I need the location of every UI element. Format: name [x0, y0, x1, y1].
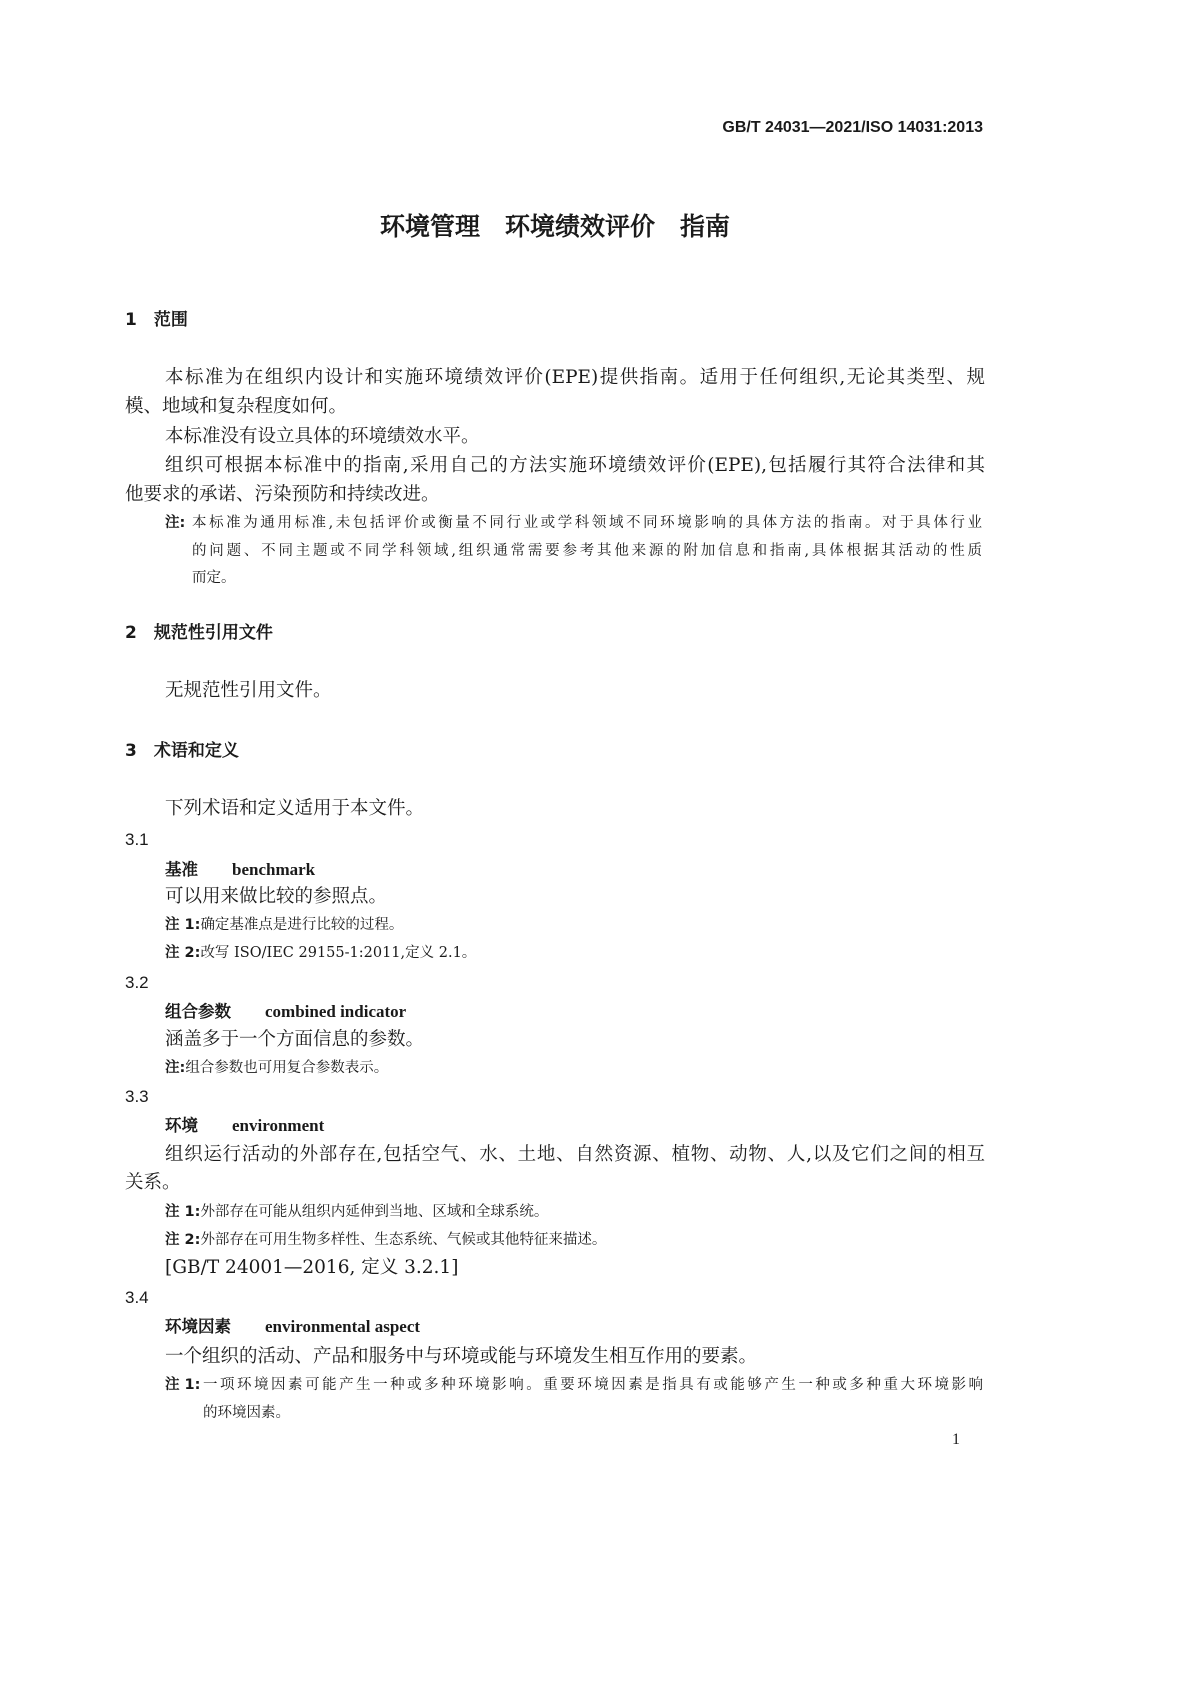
term-zh: 环境	[165, 1116, 198, 1135]
term-zh: 环境因素	[165, 1317, 231, 1336]
section-number: 2	[125, 623, 137, 643]
page-title: 环境管理 环境绩效评价 指南	[379, 212, 730, 241]
paragraph-line: 本标准为在组织内设计和实施环境绩效评价(EPE)提供指南。适用于任何组织,无论其类型、规	[165, 367, 985, 388]
term-heading	[165, 999, 406, 1025]
paragraph: 本标准没有设立具体的环境绩效水平。	[165, 426, 480, 447]
term-definition: 一个组织的活动、产品和服务中与环境或能与环境发生相互作用的要素。	[165, 1346, 758, 1367]
term-note: 注 2:改写 ISO/IEC 29155-1:2011,定义 2.1。	[165, 945, 477, 961]
paragraph-line: 模、地域和复杂程度如何。	[125, 396, 348, 417]
term-number: 3.4	[125, 1288, 149, 1307]
term-number: 3.2	[125, 973, 149, 992]
paragraph-line: 他要求的承诺、污染预防和持续改进。	[125, 484, 440, 505]
term-definition: 涵盖多于一个方面信息的参数。	[165, 1029, 425, 1050]
term-en: environment	[232, 1116, 325, 1135]
term-zh: 基准	[165, 860, 198, 879]
term-definition: 可以用来做比较的参照点。	[165, 886, 388, 907]
note-line: 一项环境因素可能产生一种或多种环境影响。重要环境因素是指具有或能够产生一种或多种重大环境影响	[203, 1377, 983, 1393]
section-title: 规范性引用文件	[153, 623, 273, 643]
note-line: 本标准为通用标准,未包括评价或衡量不同行业或学科领域不同环境影响的具体方法的指南。对于具体行业	[192, 515, 982, 531]
paragraph: 无规范性引用文件。	[165, 680, 332, 701]
term-note: 注 2:外部存在可用生物多样性、生态系统、气候或其他特征来描述。	[165, 1232, 607, 1248]
term-note: 注:组合参数也可用复合参数表示。	[165, 1060, 389, 1076]
section-3-heading	[125, 738, 239, 764]
note-label: 注:	[165, 515, 186, 531]
term-en: benchmark	[232, 860, 316, 879]
term-source: [GB/T 24001—2016, 定义 3.2.1]	[165, 1257, 459, 1278]
term-number: 3.1	[125, 830, 149, 849]
document-code: GB/T 24031—2021/ISO 14031:2013	[722, 119, 983, 136]
term-heading	[165, 1314, 420, 1340]
note-line: 的环境因素。	[203, 1405, 290, 1421]
page-number: 1	[952, 1431, 960, 1448]
section-title: 范围	[153, 310, 188, 330]
term-zh: 组合参数	[165, 1002, 231, 1021]
term-definition-line: 关系。	[125, 1172, 181, 1193]
note-line: 而定。	[192, 570, 236, 586]
paragraph: 下列术语和定义适用于本文件。	[165, 798, 425, 819]
term-heading	[165, 1113, 324, 1139]
note-line: 的问题、不同主题或不同学科领域,组织通常需要参考其他来源的附加信息和指南,具体根据其活动的性质	[192, 543, 982, 559]
term-en: combined indicator	[265, 1002, 407, 1021]
note-label: 注 1:	[165, 1377, 201, 1393]
section-number: 1	[125, 310, 137, 330]
paragraph-line: 组织可根据本标准中的指南,采用自己的方法实施环境绩效评价(EPE),包括履行其符合法律和其	[165, 455, 985, 476]
section-2-heading	[125, 620, 273, 646]
term-en: environmental aspect	[265, 1317, 421, 1336]
term-note: 注 1:外部存在可能从组织内延伸到当地、区域和全球系统。	[165, 1204, 549, 1220]
section-number: 3	[125, 741, 137, 761]
term-definition-line: 组织运行活动的外部存在,包括空气、水、土地、自然资源、植物、动物、人,以及它们之间的相互	[165, 1144, 985, 1165]
term-heading	[165, 857, 315, 883]
section-1-heading	[125, 307, 188, 333]
term-number: 3.3	[125, 1087, 149, 1106]
term-note: 注 1:确定基准点是进行比较的过程。	[165, 917, 404, 933]
section-title: 术语和定义	[153, 741, 239, 761]
